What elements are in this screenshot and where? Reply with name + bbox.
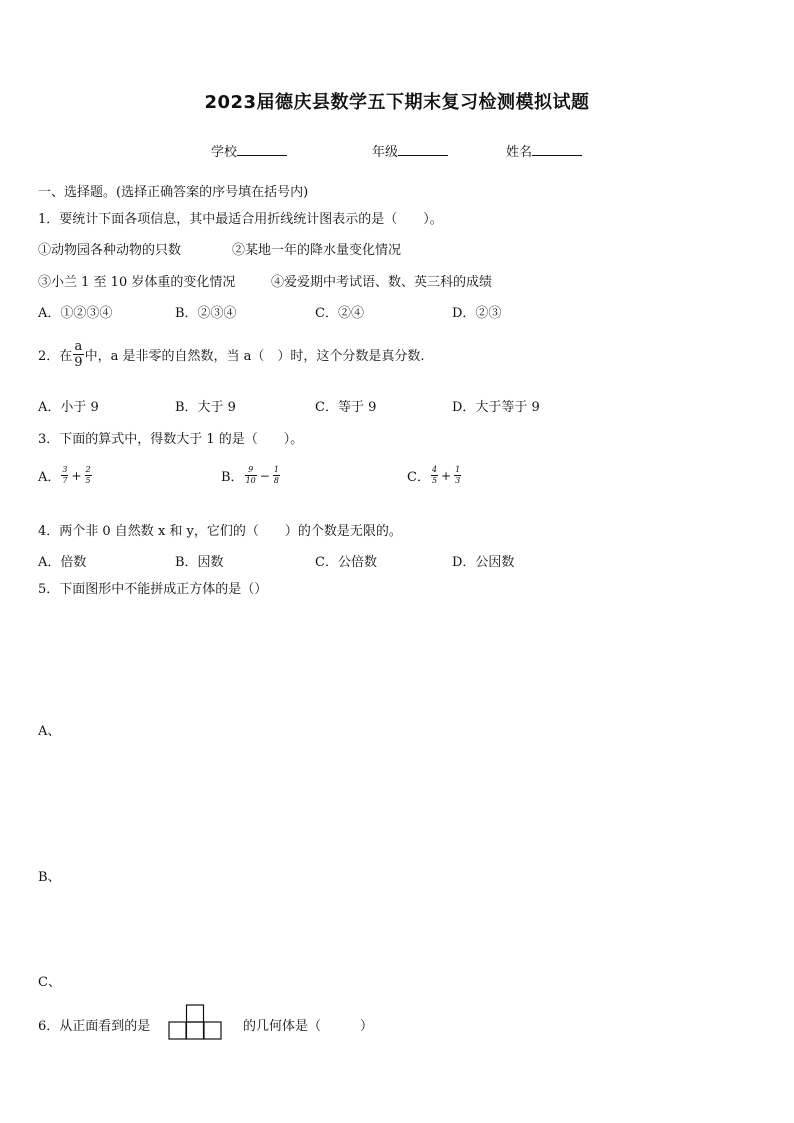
q1-option-b[interactable]: B．②③④ [175, 306, 237, 321]
q3b-num-2: 1 [273, 465, 279, 474]
q2-suffix: 中，a 是非零的自然数，当 a（ ）时，这个分数是真分数. [84, 349, 425, 364]
q3a-den-1: 7 [62, 476, 68, 485]
q2-fraction [73, 340, 83, 369]
q2-frac-num: a [74, 339, 83, 354]
q3-option-b[interactable] [221, 466, 281, 485]
front-view-squares [168, 1004, 222, 1040]
q3a-den-2: 5 [85, 476, 91, 485]
q1-item-3: ③小兰 1 至 10 岁体重的变化情况 [38, 275, 236, 290]
q5-option-c[interactable]: C、 [38, 975, 61, 990]
q3b-frac-2 [273, 466, 280, 485]
q3c-num-1: 4 [431, 465, 438, 474]
q3-stem: 3．下面的算式中，得数大于 1 的是（ ）。 [38, 432, 304, 447]
q3c-num-2: 1 [455, 465, 461, 474]
q3-option-a-label: A． [38, 470, 61, 485]
q2-option-a[interactable]: A．小于 9 [38, 400, 99, 415]
square-top [187, 1005, 204, 1022]
q3b-den-1: 10 [245, 476, 256, 485]
q1-item-1: ①动物园各种动物的只数 [38, 243, 182, 258]
q3-option-c-label: C． [407, 470, 430, 485]
square-bottom-left [169, 1022, 186, 1039]
school-blank[interactable] [237, 143, 287, 156]
q4-stem: 4．两个非 0 自然数 x 和 y，它们的（ ）的个数是无限的。 [38, 524, 402, 539]
q6-prefix: 6．从正面看到的是 [38, 1019, 151, 1034]
name-blank[interactable] [532, 143, 582, 156]
q6-front-view-figure [168, 1004, 222, 1044]
q1-option-d[interactable]: D．②③ [452, 306, 502, 321]
square-bottom-right [204, 1022, 221, 1039]
square-bottom-middle [187, 1022, 204, 1039]
q3b-den-2: 8 [273, 476, 279, 485]
q4-option-b[interactable]: B．因数 [175, 555, 224, 570]
q4-option-a[interactable]: A．倍数 [38, 555, 87, 570]
q3a-operator: + [71, 468, 82, 483]
q3c-operator: + [441, 468, 452, 483]
q2-option-d[interactable]: D．大于等于 9 [452, 400, 540, 415]
q2-prefix: 2．在 [38, 349, 73, 364]
q2-stem [38, 340, 424, 369]
q1-item-2: ②某地一年的降水量变化情况 [232, 243, 402, 258]
q3b-num-1: 9 [248, 465, 254, 474]
name-field[interactable] [506, 141, 582, 160]
q3b-operator: − [259, 468, 270, 483]
school-label: 学校 [211, 145, 238, 160]
q5-option-b[interactable]: B、 [38, 870, 61, 885]
q2-option-b[interactable]: B．大于 9 [175, 400, 236, 415]
q2-frac-den: 9 [74, 355, 83, 370]
q1-option-a[interactable]: A．①②③④ [38, 306, 113, 321]
q3b-frac-1 [245, 466, 257, 485]
q4-option-c[interactable]: C．公倍数 [315, 555, 377, 570]
q1-option-c[interactable]: C．②④ [315, 306, 364, 321]
section-heading: 一、选择题。(选择正确答案的序号填在括号内) [38, 185, 309, 200]
q3c-den-1: 5 [431, 476, 438, 485]
q3c-den-2: 3 [455, 476, 461, 485]
q4-option-d[interactable]: D．公因数 [452, 555, 515, 570]
q3a-num-2: 2 [85, 465, 91, 474]
q6-suffix: 的几何体是（ ） [243, 1019, 374, 1034]
q3a-num-1: 3 [62, 465, 68, 474]
q3-option-c[interactable] [407, 466, 462, 485]
q5-stem: 5．下面图形中不能拼成正方体的是（） [38, 582, 268, 597]
name-label: 姓名 [506, 145, 533, 160]
q3c-frac-2 [454, 466, 461, 485]
q3-option-b-label: B． [221, 470, 244, 485]
school-field[interactable] [211, 141, 287, 160]
q3c-frac-1 [431, 466, 438, 485]
q3a-frac-1 [61, 466, 68, 485]
q5-option-a[interactable]: A、 [38, 724, 61, 739]
grade-blank[interactable] [398, 143, 448, 156]
grade-field[interactable] [372, 141, 448, 160]
q1-item-4: ④爱爱期中考试语、数、英三科的成绩 [271, 275, 493, 290]
q3-option-a[interactable] [38, 466, 93, 485]
page-title: 2023届德庆县数学五下期末复习检测模拟试题 [204, 92, 590, 113]
q2-option-c[interactable]: C．等于 9 [315, 400, 377, 415]
grade-label: 年级 [372, 145, 399, 160]
q3a-frac-2 [85, 466, 92, 485]
q1-stem: 1．要统计下面各项信息，其中最适合用折线统计图表示的是（ ）。 [38, 212, 443, 227]
